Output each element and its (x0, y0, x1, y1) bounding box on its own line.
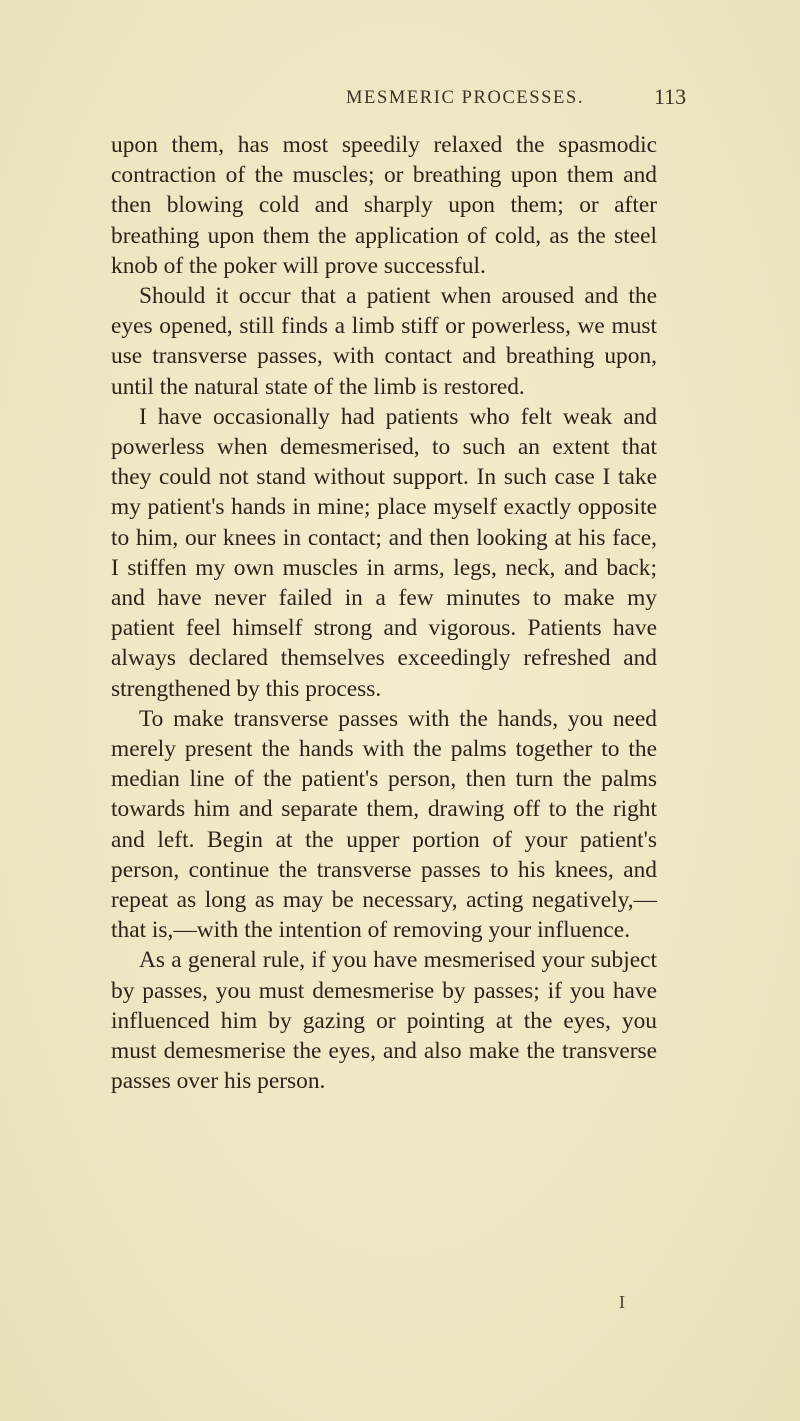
running-header (0, 86, 800, 116)
paragraph-3: I have occasionally had patients who felt weak and powerless when demesmerised, to such an extent that they could not stand without support. In such case I take my patient's hands in mine; place myself exactly opposite to him, our knees in contact; and then looking at his face, I stiffen my own muscles in arms, legs, neck, and back; and have never failed in a few minutes to make my patient feel himself strong and vigorous. Patients have always declared themselves exceedingly refreshed and strengthened by this process. (111, 403, 657, 702)
paragraph-1: upon them, has most speedily relaxed the spasmodic contraction of the muscles; or breathing upon them and then blowing cold and sharply upon them; or after breathing upon them the application of cold, as the steel knob of the poker will prove successful. (111, 132, 657, 279)
paragraph-4: To make transverse passes with the hands, you need merely present the hands with the palms together to the median line of the patient's person, then turn the palms towards him and separate them, drawing off to the right and left. Begin at the upper portion of your patient's person, continue the transverse passes to his knees, and repeat as long as may be necessary, acting negatively,—that is,—with the intention of removing your influence. (111, 705, 657, 944)
paragraph-5: As a general rule, if you have mesmerised your subject by passes, you must demesmerise by passes; if you have influenced him by gazing or pointing at the eyes, you must demesmerise the eyes, and also make the transverse passes over his person. (111, 947, 657, 1095)
body-text (111, 130, 657, 1097)
paragraph-2: Should it occur that a patient when aroused and the eyes opened, still finds a limb stiff or powerless, we must use transverse passes, with contact and breathing upon, until the natural state of the limb is restored. (111, 283, 657, 400)
running-title: MESMERIC PROCESSES. (346, 88, 585, 108)
signature-mark: I (619, 1292, 625, 1312)
page-number: 113 (654, 84, 687, 109)
